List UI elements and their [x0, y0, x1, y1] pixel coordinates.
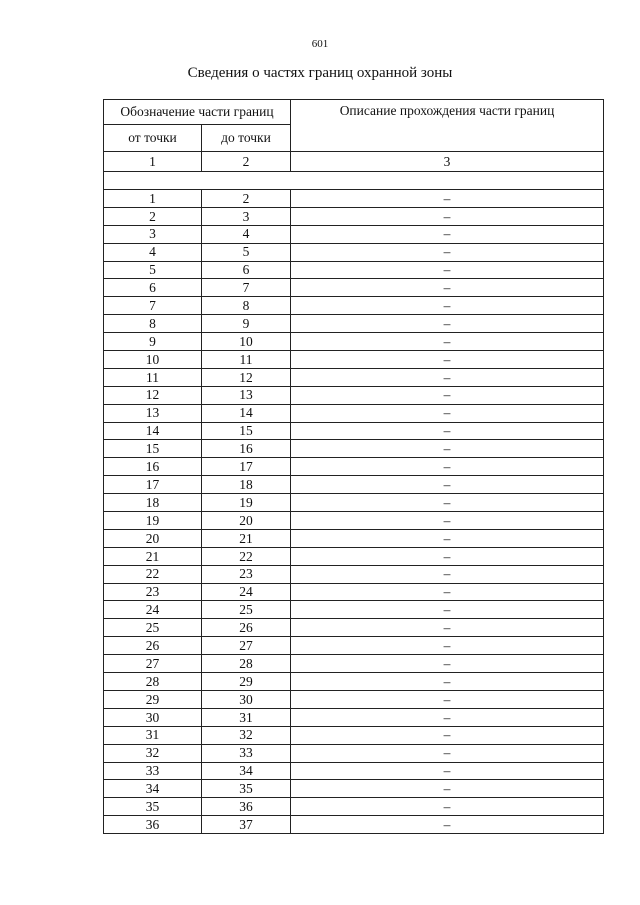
table-row	[104, 404, 604, 422]
table-row	[104, 476, 604, 494]
description-cell: –	[291, 386, 604, 404]
to-point-cell: 29	[202, 673, 291, 691]
description-cell: –	[291, 476, 604, 494]
table-row	[104, 207, 604, 225]
from-point-cell: 24	[104, 601, 202, 619]
description-cell: –	[291, 744, 604, 762]
from-point-cell: 25	[104, 619, 202, 637]
to-point-cell: 11	[202, 351, 291, 369]
section-spacer-row	[104, 172, 604, 190]
from-point-cell: 35	[104, 798, 202, 816]
to-point-cell: 24	[202, 583, 291, 601]
description-cell: –	[291, 673, 604, 691]
from-point-cell: 15	[104, 440, 202, 458]
from-point-cell: 9	[104, 333, 202, 351]
description-cell: –	[291, 351, 604, 369]
header-designation: Обозначение части границ	[104, 100, 291, 125]
table-row	[104, 315, 604, 333]
to-point-cell: 6	[202, 261, 291, 279]
to-point-cell: 37	[202, 816, 291, 834]
description-cell: –	[291, 279, 604, 297]
description-cell: –	[291, 637, 604, 655]
to-point-cell: 3	[202, 207, 291, 225]
from-point-cell: 28	[104, 673, 202, 691]
description-cell: –	[291, 190, 604, 208]
to-point-cell: 12	[202, 368, 291, 386]
table-row	[104, 458, 604, 476]
from-point-cell: 27	[104, 655, 202, 673]
description-cell: –	[291, 440, 604, 458]
description-cell: –	[291, 529, 604, 547]
from-point-cell: 8	[104, 315, 202, 333]
description-cell: –	[291, 619, 604, 637]
description-cell: –	[291, 512, 604, 530]
from-point-cell: 23	[104, 583, 202, 601]
to-point-cell: 19	[202, 494, 291, 512]
description-cell: –	[291, 708, 604, 726]
table-row	[104, 816, 604, 834]
from-point-cell: 18	[104, 494, 202, 512]
description-cell: –	[291, 297, 604, 315]
column-index-1: 1	[104, 152, 202, 172]
to-point-cell: 28	[202, 655, 291, 673]
from-point-cell: 12	[104, 386, 202, 404]
from-point-cell: 6	[104, 279, 202, 297]
description-cell: –	[291, 404, 604, 422]
to-point-cell: 36	[202, 798, 291, 816]
column-index-row	[104, 152, 604, 172]
to-point-cell: 23	[202, 565, 291, 583]
boundary-parts-table	[103, 99, 604, 834]
from-point-cell: 31	[104, 726, 202, 744]
from-point-cell: 36	[104, 816, 202, 834]
table-row	[104, 512, 604, 530]
description-cell: –	[291, 207, 604, 225]
from-point-cell: 20	[104, 529, 202, 547]
from-point-cell: 11	[104, 368, 202, 386]
table-row	[104, 583, 604, 601]
from-point-cell: 22	[104, 565, 202, 583]
from-point-cell: 34	[104, 780, 202, 798]
table-row	[104, 655, 604, 673]
from-point-cell: 5	[104, 261, 202, 279]
table-row	[104, 690, 604, 708]
description-cell: –	[291, 798, 604, 816]
to-point-cell: 21	[202, 529, 291, 547]
from-point-cell: 32	[104, 744, 202, 762]
description-cell: –	[291, 816, 604, 834]
description-cell: –	[291, 583, 604, 601]
from-point-cell: 21	[104, 547, 202, 565]
from-point-cell: 19	[104, 512, 202, 530]
page-title: Сведения о частях границ охранной зоны	[187, 65, 453, 81]
table-row	[104, 798, 604, 816]
from-point-cell: 13	[104, 404, 202, 422]
table-row	[104, 190, 604, 208]
table-row	[104, 279, 604, 297]
description-cell: –	[291, 225, 604, 243]
to-point-cell: 18	[202, 476, 291, 494]
description-cell: –	[291, 458, 604, 476]
to-point-cell: 13	[202, 386, 291, 404]
table-row	[104, 726, 604, 744]
to-point-cell: 32	[202, 726, 291, 744]
to-point-cell: 8	[202, 297, 291, 315]
header-from-point: от точки	[104, 125, 202, 152]
description-cell: –	[291, 261, 604, 279]
from-point-cell: 10	[104, 351, 202, 369]
description-cell: –	[291, 243, 604, 261]
table-row	[104, 261, 604, 279]
from-point-cell: 33	[104, 762, 202, 780]
to-point-cell: 26	[202, 619, 291, 637]
description-cell: –	[291, 333, 604, 351]
page-number: 601	[311, 38, 329, 50]
to-point-cell: 20	[202, 512, 291, 530]
description-cell: –	[291, 690, 604, 708]
from-point-cell: 16	[104, 458, 202, 476]
table-row	[104, 422, 604, 440]
table-row	[104, 744, 604, 762]
description-cell: –	[291, 494, 604, 512]
to-point-cell: 22	[202, 547, 291, 565]
to-point-cell: 5	[202, 243, 291, 261]
description-cell: –	[291, 601, 604, 619]
description-cell: –	[291, 422, 604, 440]
table-row	[104, 351, 604, 369]
description-cell: –	[291, 565, 604, 583]
header-description: Описание прохождения части границ	[291, 100, 604, 152]
table-row	[104, 637, 604, 655]
from-point-cell: 26	[104, 637, 202, 655]
from-point-cell: 2	[104, 207, 202, 225]
to-point-cell: 14	[202, 404, 291, 422]
from-point-cell: 7	[104, 297, 202, 315]
table-row	[104, 708, 604, 726]
to-point-cell: 27	[202, 637, 291, 655]
column-index-2: 2	[202, 152, 291, 172]
description-cell: –	[291, 762, 604, 780]
table-row	[104, 368, 604, 386]
table-row	[104, 297, 604, 315]
from-point-cell: 14	[104, 422, 202, 440]
from-point-cell: 4	[104, 243, 202, 261]
table-row	[104, 243, 604, 261]
table-row	[104, 673, 604, 691]
column-index-3: 3	[291, 152, 604, 172]
to-point-cell: 25	[202, 601, 291, 619]
from-point-cell: 1	[104, 190, 202, 208]
to-point-cell: 34	[202, 762, 291, 780]
to-point-cell: 4	[202, 225, 291, 243]
to-point-cell: 9	[202, 315, 291, 333]
table-header-row	[104, 100, 604, 125]
from-point-cell: 17	[104, 476, 202, 494]
table-row	[104, 333, 604, 351]
to-point-cell: 7	[202, 279, 291, 297]
from-point-cell: 29	[104, 690, 202, 708]
description-cell: –	[291, 780, 604, 798]
from-point-cell: 30	[104, 708, 202, 726]
to-point-cell: 15	[202, 422, 291, 440]
to-point-cell: 31	[202, 708, 291, 726]
to-point-cell: 10	[202, 333, 291, 351]
to-point-cell: 33	[202, 744, 291, 762]
description-cell: –	[291, 726, 604, 744]
to-point-cell: 17	[202, 458, 291, 476]
table-row	[104, 762, 604, 780]
header-to-point: до точки	[202, 125, 291, 152]
table-row	[104, 601, 604, 619]
description-cell: –	[291, 547, 604, 565]
table-row	[104, 494, 604, 512]
table-row	[104, 565, 604, 583]
table-row	[104, 780, 604, 798]
to-point-cell: 2	[202, 190, 291, 208]
description-cell: –	[291, 368, 604, 386]
description-cell: –	[291, 315, 604, 333]
table-row	[104, 529, 604, 547]
table-row	[104, 225, 604, 243]
from-point-cell: 3	[104, 225, 202, 243]
table-row	[104, 440, 604, 458]
to-point-cell: 30	[202, 690, 291, 708]
table-row	[104, 386, 604, 404]
to-point-cell: 16	[202, 440, 291, 458]
to-point-cell: 35	[202, 780, 291, 798]
table-row	[104, 547, 604, 565]
description-cell: –	[291, 655, 604, 673]
table-row	[104, 619, 604, 637]
section-spacer-cell	[104, 172, 604, 190]
